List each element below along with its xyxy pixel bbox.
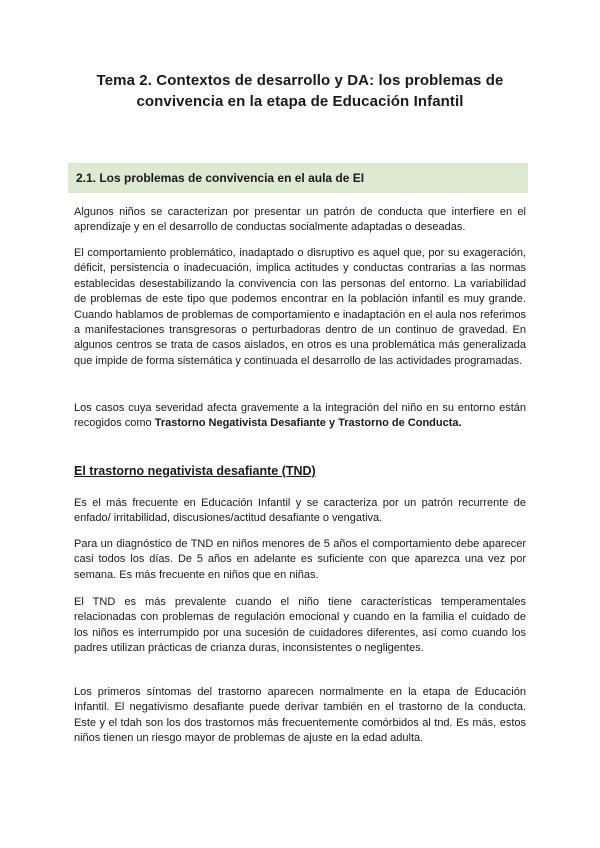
term-connector: y bbox=[325, 417, 339, 430]
document-title bbox=[60, 70, 540, 112]
term-trastorno-conducta: Trastorno de Conducta. bbox=[338, 417, 462, 430]
severidad-text: Los casos cuya severidad afecta gravemente a la integración del niño en su entorno están recogidos como bbox=[74, 402, 526, 430]
section-heading-bar bbox=[68, 163, 528, 193]
section-heading: 2.1. Los problemas de convivencia en el aula de EI bbox=[76, 171, 365, 185]
paragraph-severidad bbox=[74, 401, 526, 432]
paragraph-tnd-diagnostico: Para un diagnóstico de TND en niños menores de 5 años el comportamiento debe aparecer casi todos los días. De 5 años en adelante es suficiente con que aparezca una vez por semana. Es más frecuente en niños que en niñas. bbox=[74, 538, 526, 581]
paragraph-tnd-prevalencia: El TND es más prevalente cuando el niño tiene características temperamentales relacionadas con problemas de regulación emocional y cuando en la familia el cuidado de los niños es interrumpido por una sucesión de cuidadores diferentes, así como cuando los padres utilizan prácticas de crianza duras, inconsistentes o negligentes. bbox=[74, 596, 526, 655]
paragraph-tnd-definicion: Es el más frecuente en Educación Infantil y se caracteriza por un patrón recurrente de enfado/ irritabilidad, discusiones/actitud desafiante o vengativa. bbox=[74, 497, 526, 525]
term-tnd: Trastorno Negativista Desafiante bbox=[154, 417, 326, 430]
paragraph-tnd-sintomas: Los primeros síntomas del trastorno aparecen normalmente en la etapa de Educación Infantil. El negativismo desafiante puede derivar también en el trastorno de la conducta. Este y el tdah son los dos trastornos más frecuentemente comórbidos al tnd. Es más, estos niños tienen un riesgo mayor de problemas de ajuste en la edad adulta. bbox=[74, 686, 526, 745]
title-line-1: Tema 2. Contextos de desarrollo y DA: los problemas de bbox=[96, 72, 504, 89]
title-line-2: convivencia en la etapa de Educación Infantil bbox=[136, 93, 464, 110]
tnd-heading: El trastorno negativista desafiante (TND) bbox=[74, 464, 316, 478]
paragraph-comportamiento: El comportamiento problemático, inadaptado o disruptivo es aquel que, por su exageración, déficit, persistencia o inadecuación, implica actitudes y conductas contrarias a las normas establecidas desestabilizando la convivencia con las personas del entorno. La variabilidad de problemas de este tipo que podemos encontrar en la población infantil es muy grande. Cuando hablamos de problemas de comportamiento e inadaptación en el aula nos referimos a manifestaciones transgresoras o perturbadoras dentro de un continuo de gravedad. En algunos centros se trata de casos aislados, en otros es una problemática más generalizada que impide de forma sistemática y continuada el desarrollo de las actividades programadas. bbox=[74, 247, 526, 367]
paragraph-intro: Algunos niños se caracterizan por presentar un patrón de conducta que interfiere en el aprendizaje y en el desarrollo de conductas socialmente adaptadas o deseadas. bbox=[74, 206, 526, 234]
